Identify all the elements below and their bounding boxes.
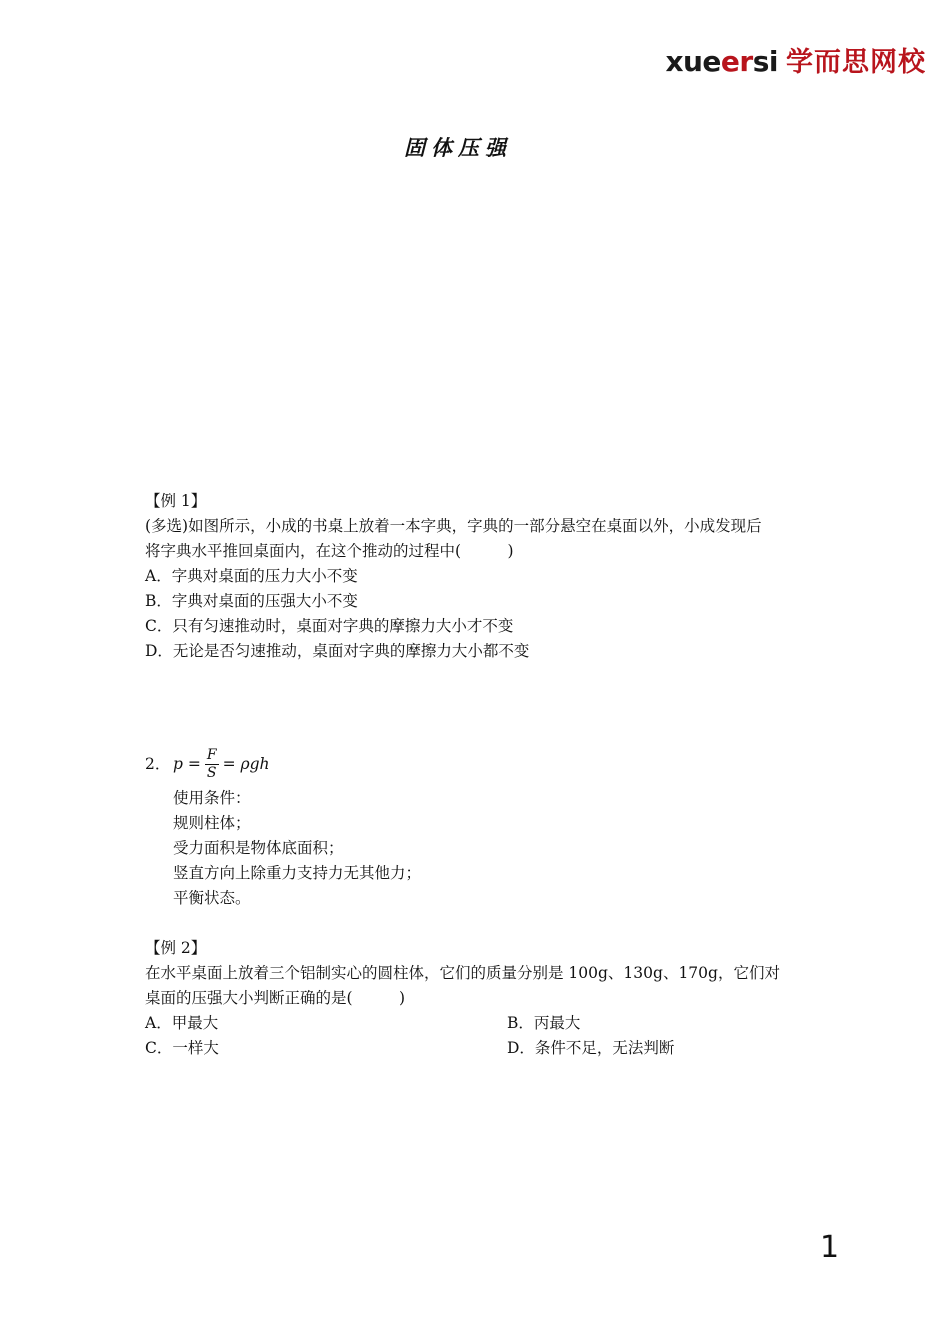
logo-text-er: er — [720, 45, 753, 78]
example-2 — [145, 936, 815, 1061]
condition-item: 受力面积是物体底面积； — [173, 839, 344, 857]
formula-numerator: F — [206, 746, 217, 763]
example-2-options-row-1 — [145, 1011, 815, 1036]
pressure-formula-section — [145, 742, 815, 911]
pressure-formula — [145, 742, 815, 786]
example-1 — [145, 489, 815, 664]
page-number: 1 — [820, 1230, 840, 1265]
condition-item: 竖直方向上除重力支持力无其他力； — [173, 864, 422, 882]
example-2-option-b: B．丙最大 — [507, 1014, 581, 1032]
formula-fraction — [205, 747, 219, 782]
page-title: 固体压强 — [404, 135, 512, 160]
example-1-option-d: D．无论是否匀速推动，桌面对字典的摩擦力大小都不变 — [145, 642, 530, 660]
example-2-option-a: A．甲最大 — [145, 1014, 219, 1032]
example-2-option-c: C．一样大 — [145, 1039, 219, 1057]
example-1-option-b: B．字典对桌面的压强大小不变 — [145, 592, 358, 610]
example-1-option-c: C．只有匀速推动时，桌面对字典的摩擦力大小才不变 — [145, 617, 514, 635]
formula-denominator: S — [206, 764, 217, 781]
logo-text-xue: xue — [665, 45, 721, 78]
example-1-label: 【例 1】 — [145, 492, 207, 510]
conditions-title: 使用条件： — [173, 789, 251, 807]
example-2-stem-line-2: 桌面的压强大小判断正确的是( ) — [145, 989, 406, 1007]
example-2-options-row-2 — [145, 1036, 815, 1061]
logo-text-chinese: 学而思网校 — [786, 47, 926, 78]
example-2-option-d: D．条件不足，无法判断 — [507, 1039, 675, 1057]
formula-lhs: p = — [173, 754, 201, 773]
example-1-stem-line-1: (多选)如图所示，小成的书桌上放着一本字典，字典的一部分悬空在桌面以外，小成发现后 — [145, 517, 762, 535]
formula-rhs: = ρgh — [222, 754, 270, 773]
example-2-stem-line-1: 在水平桌面上放着三个铝制实心的圆柱体，它们的质量分别是 100g、130g、170g，它们对 — [145, 964, 780, 982]
example-1-option-a: A．字典对桌面的压力大小不变 — [145, 567, 358, 585]
formula-number: 2． — [145, 754, 171, 773]
condition-item: 平衡状态。 — [173, 889, 251, 907]
example-1-stem-line-2: 将字典水平推回桌面内，在这个推动的过程中( ) — [145, 542, 514, 560]
brand-logo — [665, 40, 926, 79]
example-2-label: 【例 2】 — [145, 939, 207, 957]
condition-item: 规则柱体； — [173, 814, 251, 832]
logo-text-si: si — [752, 45, 778, 78]
